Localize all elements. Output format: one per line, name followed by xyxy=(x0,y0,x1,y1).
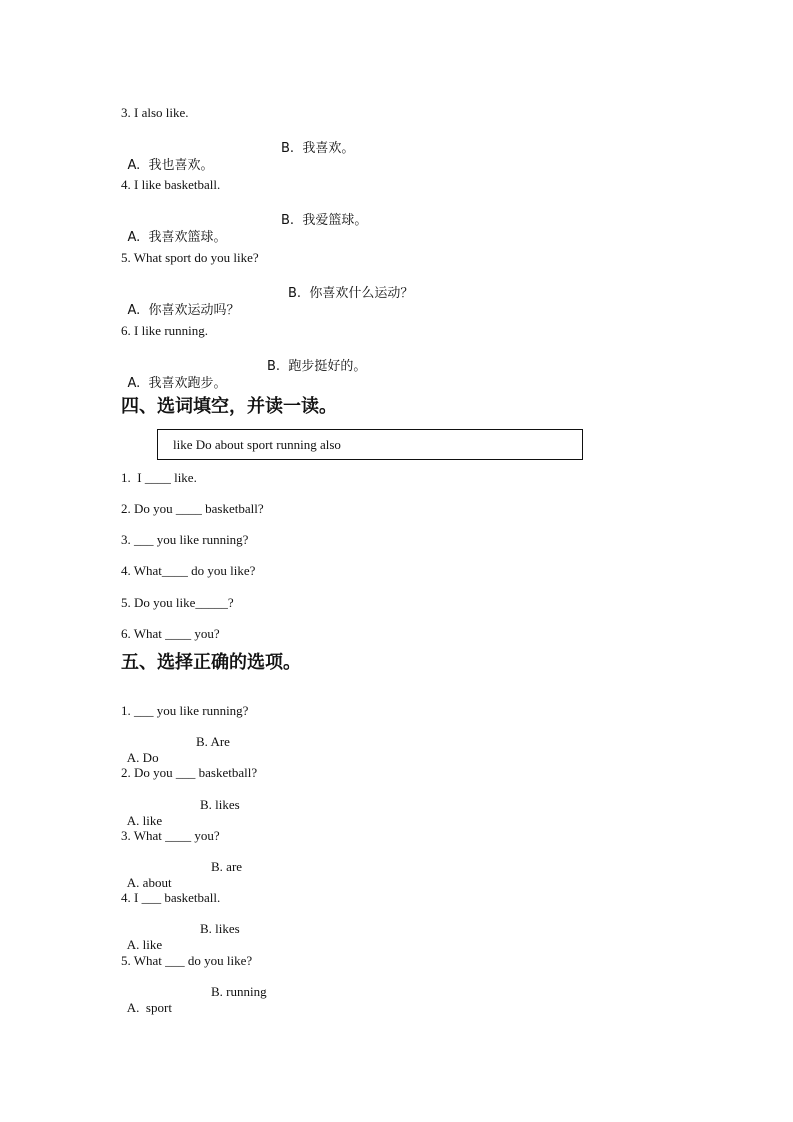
s3-q6-option-a: A. 我喜欢跑步。 xyxy=(127,376,227,391)
s5-option-b: B. likes xyxy=(200,797,240,812)
s4-item: 2. Do you ____ basketball? xyxy=(121,501,264,516)
s5-option-a: A. sport xyxy=(126,1000,172,1015)
s4-item: 1. I ____ like. xyxy=(121,470,197,485)
s5-question: 2. Do you ___ basketball? xyxy=(121,765,258,780)
s3-q5-option-b: B. 你喜欢什么运动？ xyxy=(288,286,414,301)
s3-q5-question: 5. What sport do you like? xyxy=(121,250,259,265)
s5-option-b: B. likes xyxy=(200,921,240,936)
s4-item: 3. ___ you like running? xyxy=(121,532,249,547)
s4-item: 4. What____ do you like? xyxy=(121,563,256,578)
s5-option-b: B. are xyxy=(211,859,243,874)
section5-heading: 五、选择正确的选项。 xyxy=(121,652,301,673)
s4-item: 6. What ____ you? xyxy=(121,626,220,641)
s5-option-b: B. Are xyxy=(196,734,230,749)
s3-q6-question: 6. I like running. xyxy=(121,323,209,338)
s5-option-a: A. about xyxy=(126,875,172,890)
s4-item: 5. Do you like_____? xyxy=(121,595,234,610)
s3-q3-option-b: B. 我喜欢。 xyxy=(281,141,355,156)
s5-option-a: A. Do xyxy=(126,750,159,765)
s5-question: 4. I ___ basketball. xyxy=(121,890,221,905)
word-bank-box xyxy=(157,429,583,460)
s3-q3-question: 3. I also like. xyxy=(121,105,189,120)
s3-q4-option-b: B. 我爱篮球。 xyxy=(281,213,368,228)
s3-q4-question: 4. I like basketball. xyxy=(121,177,221,192)
s5-question: 5. What ___ do you like? xyxy=(121,953,253,968)
s3-q6-option-b: B. 跑步挺好的。 xyxy=(267,359,367,374)
s3-q3-option-a: A. 我也喜欢。 xyxy=(127,158,214,173)
s5-option-b: B. running xyxy=(211,984,267,999)
s3-q4-option-a: A. 我喜欢篮球。 xyxy=(127,230,227,245)
s3-q5-option-a: A. 你喜欢运动吗？ xyxy=(127,303,240,318)
word-bank-text: like Do about sport running also xyxy=(173,437,341,452)
s5-option-a: A. like xyxy=(126,813,163,828)
s5-options xyxy=(121,984,267,1032)
section4-heading: 四、选词填空，并读一读。 xyxy=(121,396,337,417)
s5-question: 3. What ____ you? xyxy=(121,828,220,843)
s5-question: 1. ___ you like running? xyxy=(121,703,249,718)
s5-option-a: A. like xyxy=(126,937,163,952)
